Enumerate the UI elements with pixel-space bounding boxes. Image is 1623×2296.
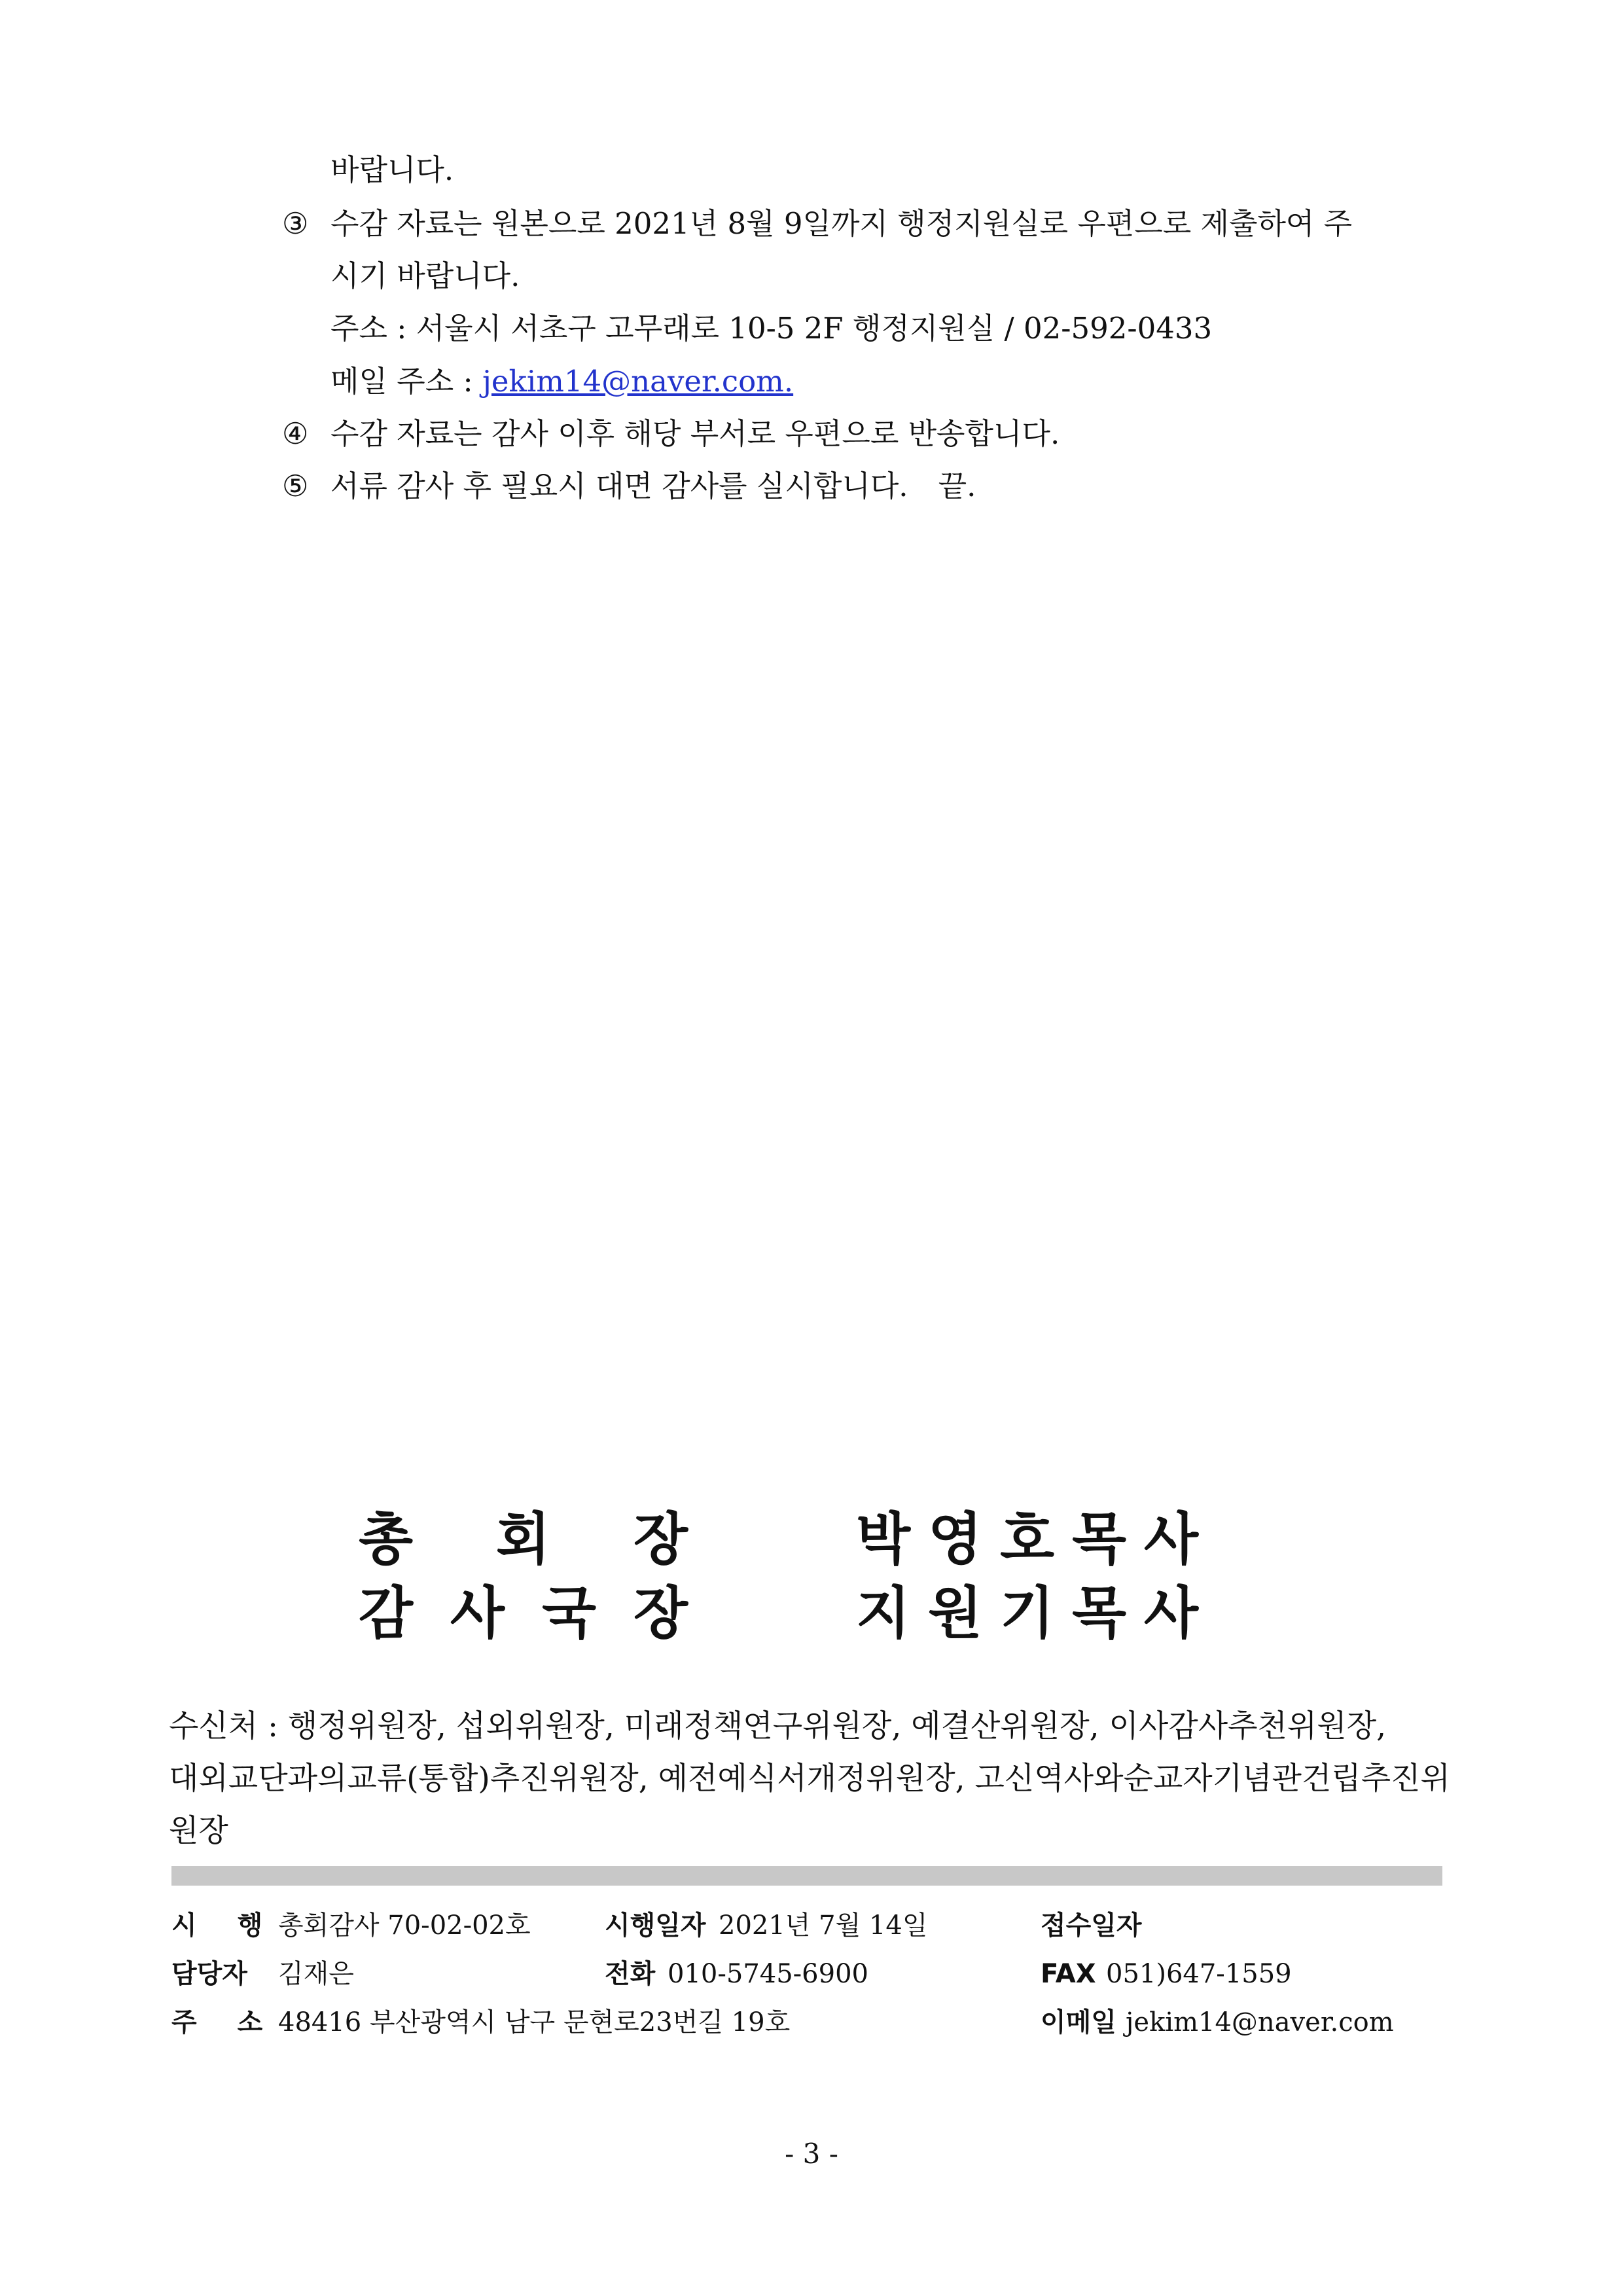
continuation-line: 바랍니다. [330,152,454,187]
sig-name-char: 목 [1072,1507,1127,1572]
issue-label: 시 행 [171,1910,279,1941]
email-label: 메일 주소 : [330,364,473,399]
sig-name-char: 사 [1144,1507,1199,1572]
sig-title-char: 총 [359,1507,414,1572]
sig-title-char: 사 [450,1581,505,1646]
address-label: 주 소 [171,2007,279,2037]
item-text: 서류 감사 후 필요시 대면 감사를 실시합니다. [330,469,908,503]
email-line [330,362,793,401]
recipients-line-1: 수신처 : 행정위원장, 섭외위원장, 미래정책연구위원장, 예결산위원장, 이사감사추천위원장, [169,1708,1387,1744]
sig-name-char: 영 [928,1507,983,1572]
sig-name-char: 지 [856,1581,911,1646]
recipients-line-3: 원장 [169,1813,228,1849]
sig-name-char: 사 [1144,1581,1199,1646]
email-value: jekim14@naver.com [1126,2007,1394,2037]
person-value: 김재은 [278,1959,354,1989]
issue-value: 총회감사 70-02-02호 [278,1910,531,1941]
sig-title-char: 국 [542,1581,597,1646]
receipt-date-label: 접수일자 [1041,1910,1142,1941]
sig-name-char: 박 [856,1507,911,1572]
address-line: 주소 : 서울시 서초구 고무래로 10-5 2F 행정지원실 / 02-592-0433 [330,311,1213,346]
list-item-4 [282,414,1060,454]
list-item-3 [282,204,1352,243]
email-label: 이메일 [1041,2007,1116,2037]
recipients-line-2: 대외교단과의교류(통합)추진위원장, 예전예식서개정위원장, 고신역사와순교자기념관건립추진위 [169,1761,1450,1797]
end-mark: 끝. [938,469,976,503]
fax-value: 051)647-1559 [1106,1959,1292,1989]
item-marker: ⑤ [282,469,309,503]
page-number: - 3 - [785,2138,838,2170]
fax-label: FAX [1041,1959,1096,1989]
email-link[interactable]: jekim14@naver.com. [482,364,794,399]
issue-date-label: 시행일자 [605,1910,706,1941]
person-label: 담당자 [171,1959,247,1989]
sig-name-char: 원 [928,1581,983,1646]
address-value: 48416 부산광역시 남구 문현로23번길 19호 [278,2007,791,2037]
sig-title-char: 회 [496,1507,551,1572]
phone-value: 010-5745-6900 [668,1959,868,1989]
sig-name-char: 호 [1000,1507,1055,1572]
sig-title-char: 장 [633,1581,688,1646]
phone-label: 전화 [605,1959,656,1989]
item-marker: ③ [282,206,309,241]
item-text: 수감 자료는 감사 이후 해당 부서로 우편으로 반송합니다. [330,416,1060,451]
item-text: 수감 자료는 원본으로 2021년 8월 9일까지 행정지원실로 우편으로 제출하여 주 [330,206,1353,241]
sig-title-char: 감 [359,1581,414,1646]
sig-name-char: 기 [1000,1581,1055,1646]
issue-date-value: 2021년 7월 14일 [719,1910,928,1941]
list-item-3-continuation: 시기 바랍니다. [330,259,520,293]
sig-title-char: 장 [633,1507,688,1572]
list-item-5 [282,467,976,506]
item-marker: ④ [282,416,309,451]
sig-name-char: 목 [1072,1581,1127,1646]
footer-divider [171,1866,1442,1886]
